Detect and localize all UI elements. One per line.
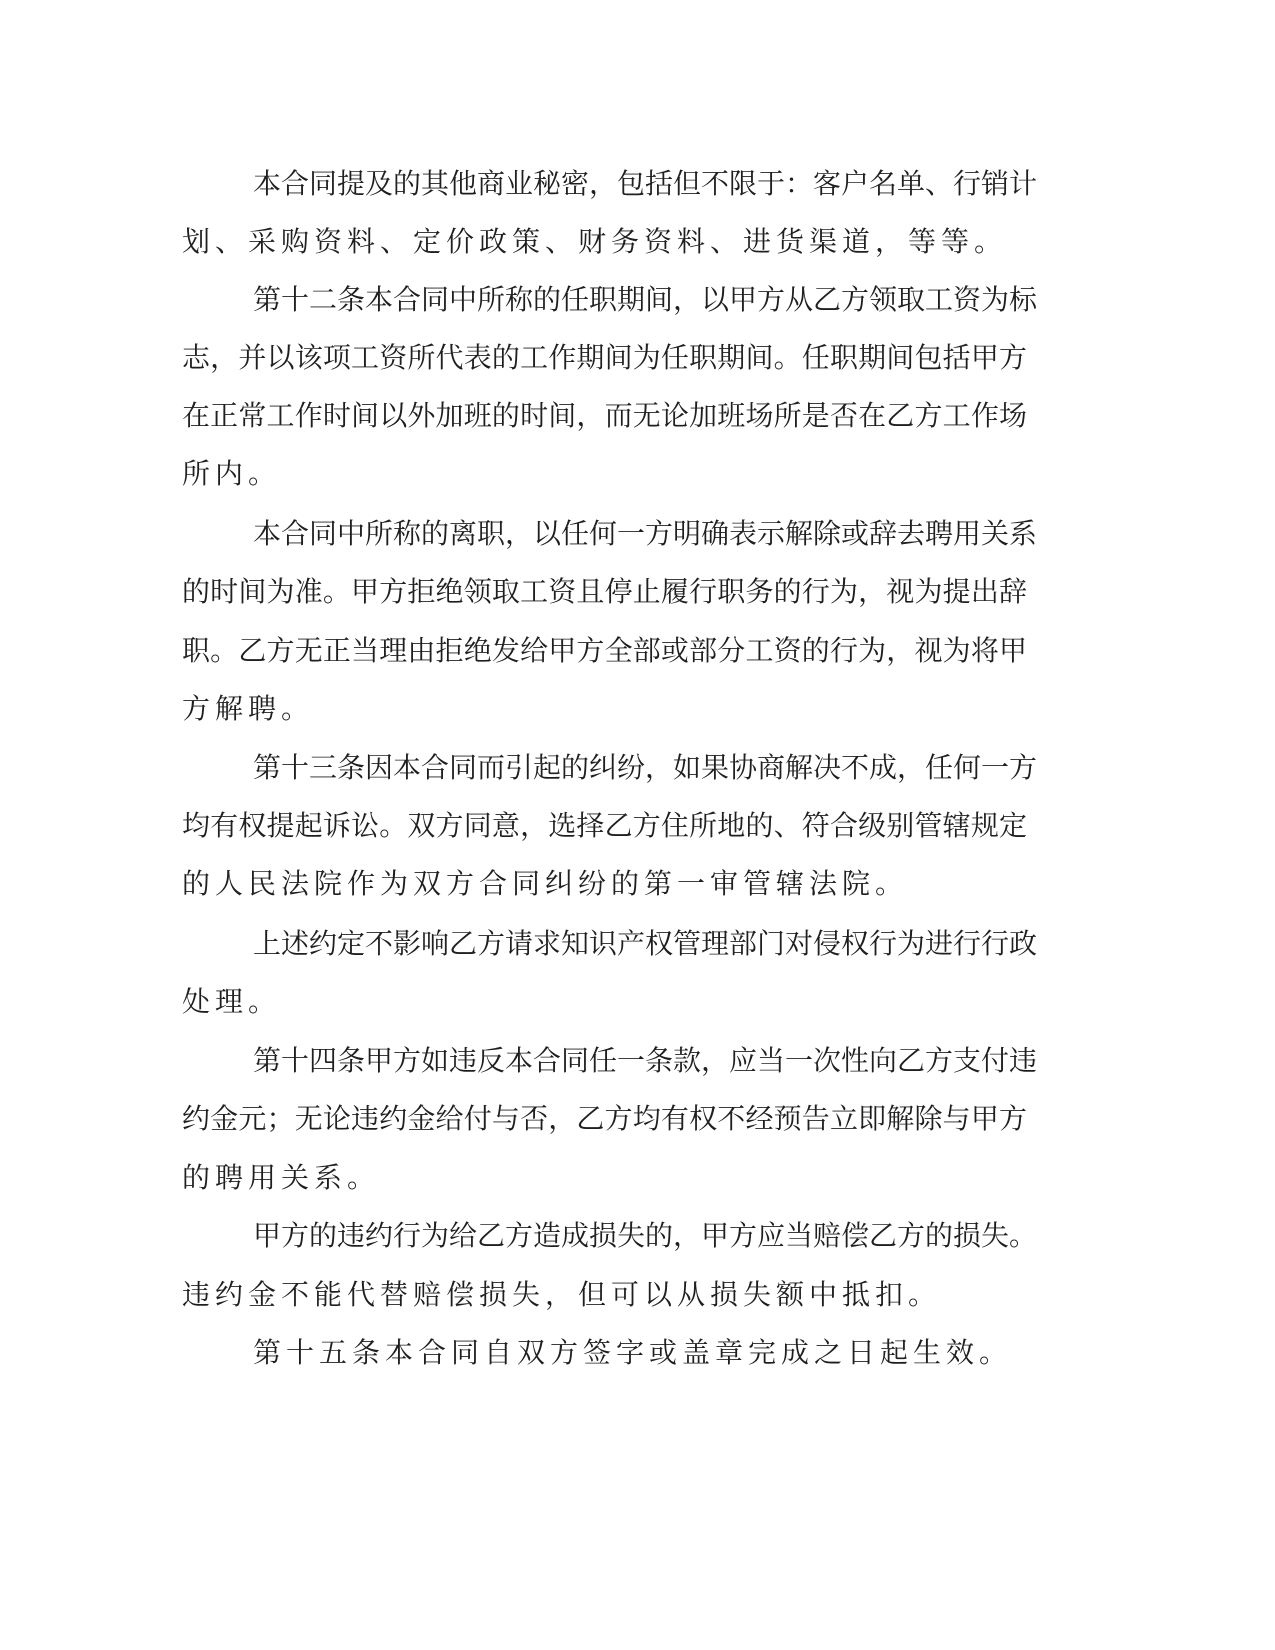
paragraph-line: 的人民法院作为双方合同纠纷的第一审管辖法院。 <box>182 867 909 900</box>
paragraph-line: 违约金不能代替赔偿损失，但可以从损失额中抵扣。 <box>182 1278 942 1311</box>
paragraph-line: 的聘用关系。 <box>182 1161 381 1194</box>
paragraph-line: 第十三条因本合同而引起的纠纷，如果协商解决不成，任何一方 <box>253 751 1038 784</box>
paragraph-line: 本合同中所称的离职，以任何一方明确表示解除或辞去聘用关系 <box>253 517 1038 550</box>
paragraph-line: 第十五条本合同自双方签字或盖章完成之日起生效。 <box>253 1336 1013 1369</box>
paragraph-line: 方解聘。 <box>182 692 315 725</box>
paragraph-line: 第十二条本合同中所称的任职期间，以甲方从乙方领取工资为标 <box>253 283 1038 316</box>
paragraph-line: 上述约定不影响乙方请求知识产权管理部门对侵权行为进行行政 <box>253 927 1038 960</box>
paragraph-line: 处理。 <box>182 985 282 1018</box>
paragraph-line: 甲方的违约行为给乙方造成损失的，甲方应当赔偿乙方的损失。 <box>253 1219 1038 1252</box>
paragraph-line: 约金元；无论违约金给付与否，乙方均有权不经预告立即解除与甲方 <box>182 1102 1027 1135</box>
paragraph-line: 的时间为准。甲方拒绝领取工资且停止履行职务的行为，视为提出辞 <box>182 575 1027 608</box>
paragraph-line: 所内。 <box>182 457 282 490</box>
paragraph-line: 均有权提起诉讼。双方同意，选择乙方住所地的、符合级别管辖规定 <box>182 809 1027 842</box>
paragraph-line: 第十四条甲方如违反本合同任一条款，应当一次性向乙方支付违 <box>253 1044 1038 1077</box>
paragraph-line: 本合同提及的其他商业秘密，包括但不限于：客户名单、行销计 <box>253 167 1038 200</box>
paragraph-line: 职。乙方无正当理由拒绝发给甲方全部或部分工资的行为，视为将甲 <box>182 634 1027 667</box>
paragraph-line: 划、采购资料、定价政策、财务资料、进货渠道，等等。 <box>182 225 1008 258</box>
paragraph-line: 在正常工作时间以外加班的时间，而无论加班场所是否在乙方工作场 <box>182 399 1027 432</box>
paragraph-line: 志，并以该项工资所代表的工作期间为任职期间。任职期间包括甲方 <box>182 341 1027 374</box>
